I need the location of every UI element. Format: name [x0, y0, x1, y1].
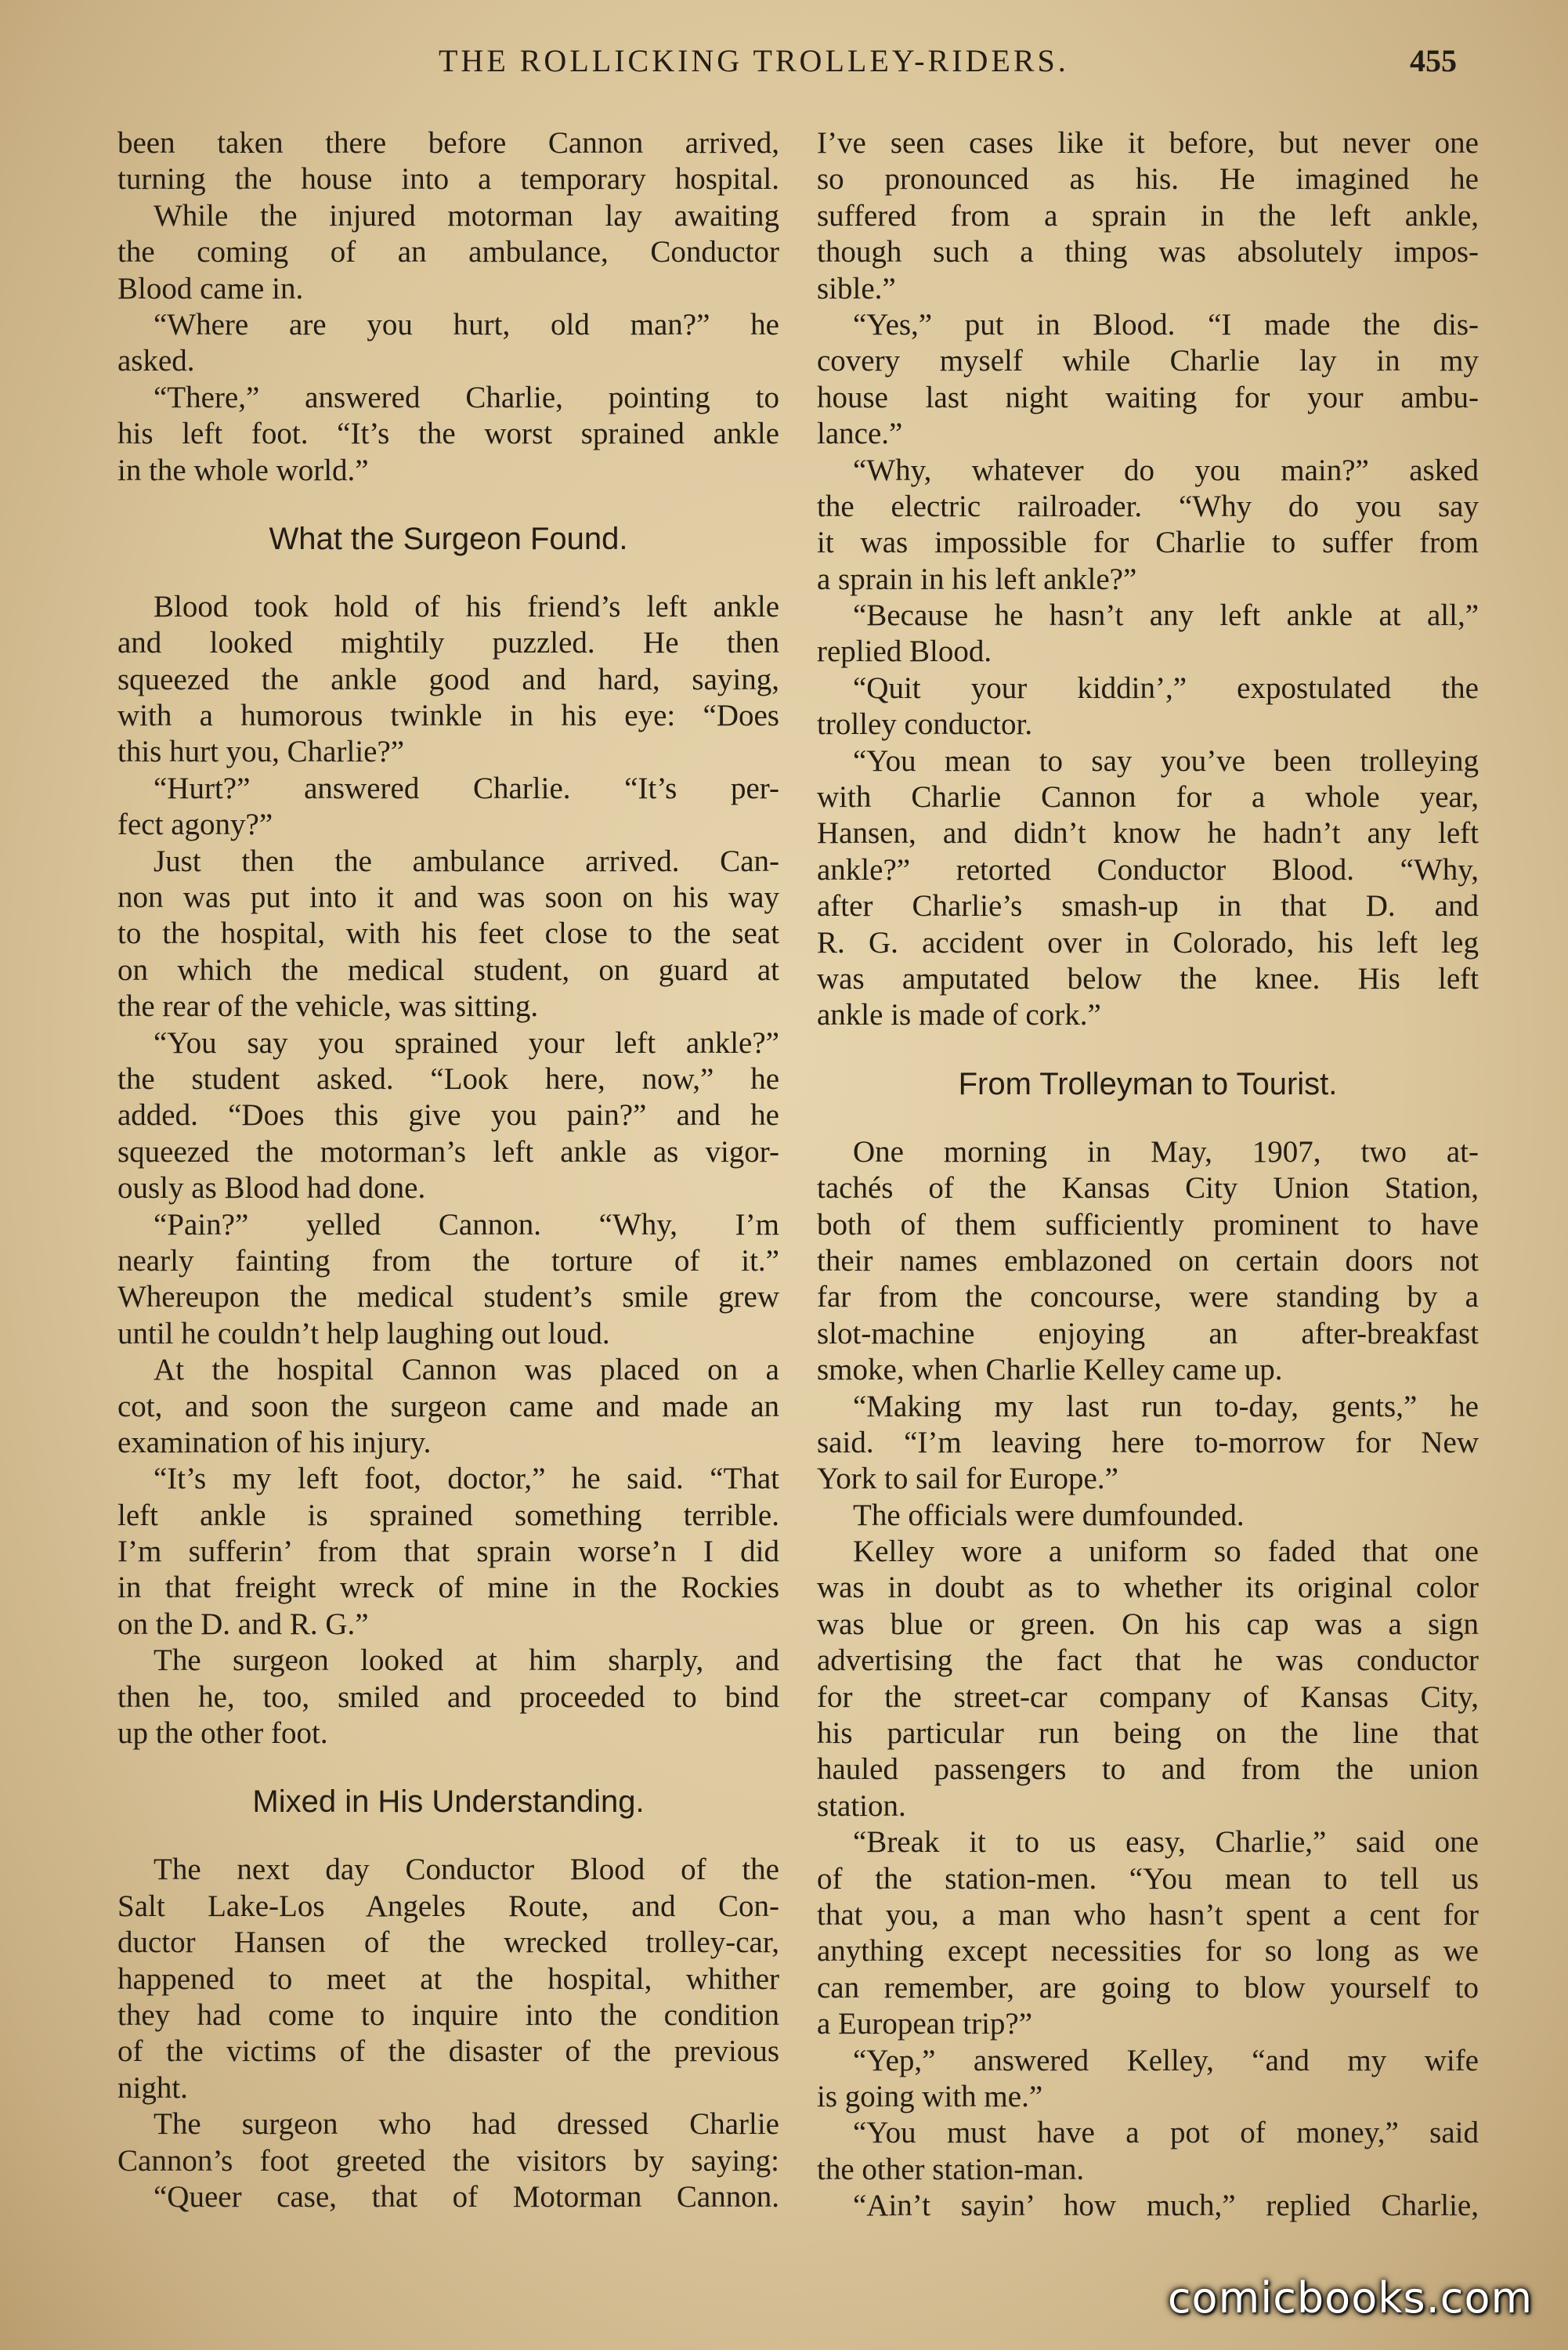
text-line: covery myself while Charlie lay in my — [817, 344, 1479, 378]
text-line: “Break it to us easy, Charlie,” said one — [853, 1825, 1479, 1860]
text-line: until he couldn’t help laughing out loud. — [117, 1316, 610, 1350]
text-line: though such a thing was absolutely impos- — [817, 235, 1479, 269]
text-line: with a humorous twinkle in his eye: “Does — [117, 699, 779, 733]
text-line: trolley conductor. — [817, 707, 1033, 742]
text-line: happened to meet at the hospital, whither — [117, 1961, 779, 1996]
text-line: turning the house into a temporary hospital. — [117, 162, 779, 197]
text-line: ankle?” retorted Conductor Blood. “Why, — [817, 852, 1479, 887]
text-line: station. — [817, 1788, 906, 1823]
text-line: The surgeon who had dressed Charlie — [154, 2107, 779, 2142]
text-line: of the station-men. “You mean to tell us — [817, 1861, 1479, 1896]
text-line: non was put into it and was soon on his way — [117, 880, 779, 915]
text-line: been taken there before Cannon arrived, — [117, 126, 779, 160]
right-text-column — [817, 125, 1479, 2224]
text-line: was blue or green. On his cap was a sign — [817, 1607, 1479, 1641]
text-line: both of them sufficiently prominent to have — [817, 1207, 1479, 1242]
text-line: and looked mightily puzzled. He then — [117, 626, 779, 660]
text-line: Just then the ambulance arrived. Can- — [154, 844, 779, 878]
text-line: “Yes,” put in Blood. “I made the dis- — [853, 307, 1479, 342]
text-line: the electric railroader. “Why do you say — [817, 489, 1479, 523]
text-line: “You say you sprained your left ankle?” — [154, 1025, 779, 1060]
text-line: “Quit your kiddin’,” expostulated the — [853, 671, 1479, 705]
text-line: Salt Lake-Los Angeles Route, and Con- — [117, 1889, 779, 1923]
text-line: One morning in May, 1907, two at- — [853, 1134, 1479, 1169]
text-line: the rear of the vehicle, was sitting. — [117, 989, 539, 1024]
text-line: “Making my last run to-day, gents,” he — [853, 1389, 1479, 1423]
text-line: R. G. accident over in Colorado, his left leg — [817, 925, 1479, 960]
text-line: the other station-man. — [817, 2152, 1085, 2186]
page-number: 455 — [1410, 43, 1457, 78]
text-line: the coming of an ambulance, Conductor — [117, 235, 779, 269]
text-line: said. “I’m leaving here to-morrow for New — [817, 1425, 1479, 1459]
section-heading: Mixed in His Understanding. — [252, 1784, 645, 1820]
text-line: so pronounced as his. He imagined he — [817, 162, 1479, 197]
text-line: advertising the fact that he was conductor — [817, 1643, 1479, 1678]
text-line: can remember, are going to blow yourself to — [817, 1970, 1479, 2005]
text-line: this hurt you, Charlie?” — [117, 735, 405, 769]
text-line: “Ain’t sayin’ how much,” replied Charlie, — [853, 2189, 1479, 2223]
text-line: smoke, when Charlie Kelley came up. — [817, 1353, 1283, 1387]
text-line: the student asked. “Look here, now,” he — [117, 1061, 779, 1096]
text-line: “Where are you hurt, old man?” he — [154, 307, 779, 342]
text-line: cot, and soon the surgeon came and made an — [117, 1389, 779, 1423]
text-line: a sprain in his left ankle?” — [817, 562, 1137, 596]
text-line: added. “Does this give you pain?” and he — [117, 1098, 779, 1133]
text-line: The next day Conductor Blood of the — [154, 1853, 779, 1887]
text-line: their names emblazoned on certain doors not — [817, 1243, 1479, 1278]
text-line: Kelley wore a uniform so faded that one — [853, 1535, 1479, 1569]
text-line: I’m sufferin’ from that sprain worse’n I did — [117, 1535, 779, 1569]
text-line: for the street-car company of Kansas City, — [817, 1679, 1479, 1714]
text-line: in the whole world.” — [117, 453, 369, 487]
text-line: York to sail for Europe.” — [817, 1462, 1118, 1496]
text-line: Blood came in. — [117, 271, 304, 306]
text-line: examination of his injury. — [117, 1425, 432, 1459]
text-line: The officials were dumfounded. — [853, 1498, 1245, 1532]
text-line: on which the medical student, on guard at — [117, 953, 779, 987]
running-title: THE ROLLICKING TROLLEY-RIDERS. — [439, 43, 1069, 78]
text-line: up the other foot. — [117, 1716, 328, 1751]
text-line: was amputated below the knee. His left — [817, 961, 1479, 996]
page-header — [0, 38, 1568, 92]
text-line: with Charlie Cannon for a whole year, — [817, 780, 1479, 815]
text-line: Cannon’s foot greeted the visitors by saying: — [117, 2143, 779, 2178]
text-line: “You mean to say you’ve been trolleying — [853, 743, 1479, 778]
text-line: “There,” answered Charlie, pointing to — [154, 380, 779, 414]
text-line: “It’s my left foot, doctor,” he said. “That — [154, 1462, 779, 1496]
text-line: that you, a man who hasn’t spent a cent for — [817, 1897, 1479, 1932]
text-line: a European trip?” — [817, 2007, 1033, 2041]
text-line: in that freight wreck of mine in the Rockies — [117, 1571, 779, 1605]
text-line: replied Blood. — [817, 634, 992, 669]
text-line: lance.” — [817, 417, 903, 451]
text-line: house last night waiting for your ambu- — [817, 380, 1479, 414]
text-line: The surgeon looked at him sharply, and — [154, 1643, 779, 1678]
text-line: anything except necessities for so long as we — [817, 1934, 1479, 1969]
text-line: squeezed the motorman’s left ankle as vigor- — [117, 1134, 779, 1169]
left-text-column — [117, 125, 779, 2215]
text-line: sible.” — [817, 271, 896, 306]
text-line: squeezed the ankle good and hard, saying, — [117, 662, 779, 696]
text-line: his left foot. “It’s the worst sprained ankle — [117, 417, 779, 451]
text-line: was in doubt as to whether its original color — [817, 1571, 1479, 1605]
text-line: nearly fainting from the torture of it.” — [117, 1243, 779, 1278]
text-line: “You must have a pot of money,” said — [853, 2116, 1479, 2150]
text-line: Hansen, and didn’t know he hadn’t any left — [817, 816, 1479, 851]
text-line: of the victims of the disaster of the previous — [117, 2034, 779, 2069]
text-line: after Charlie’s smash-up in that D. and — [817, 889, 1479, 924]
text-line: “Hurt?” answered Charlie. “It’s per- — [154, 771, 779, 805]
text-line: ductor Hansen of the wrecked trolley-car, — [117, 1925, 779, 1960]
text-line: “Why, whatever do you main?” asked — [853, 453, 1479, 487]
text-line: At the hospital Cannon was placed on a — [154, 1353, 779, 1387]
watermark: comicbooks.com — [1167, 2273, 1534, 2323]
text-line: his particular run being on the line that — [817, 1716, 1479, 1751]
text-line: on the D. and R. G.” — [117, 1607, 369, 1641]
text-line: tachés of the Kansas City Union Station, — [817, 1171, 1479, 1206]
section-heading: What the Surgeon Found. — [269, 521, 628, 556]
text-line: they had come to inquire into the condition — [117, 1998, 779, 2032]
text-line: “Pain?” yelled Cannon. “Why, I’m — [154, 1207, 779, 1242]
text-line: fect agony?” — [117, 808, 273, 842]
text-line: “Because he hasn’t any left ankle at all,” — [853, 598, 1479, 633]
text-line: Blood took hold of his friend’s left ankle — [154, 589, 779, 624]
section-heading: From Trolleyman to Tourist. — [958, 1066, 1338, 1101]
text-line: While the injured motorman lay awaiting — [154, 198, 779, 233]
text-line: it was impossible for Charlie to suffer from — [817, 526, 1479, 560]
text-line: left ankle is sprained something terrible. — [117, 1498, 779, 1532]
text-line: suffered from a sprain in the left ankle, — [817, 198, 1479, 233]
text-line: Whereupon the medical student’s smile grew — [117, 1280, 779, 1314]
text-line: “Yep,” answered Kelley, “and my wife — [853, 2043, 1479, 2077]
text-line: asked. — [117, 344, 195, 378]
text-line: then he, too, smiled and proceeded to bind — [117, 1679, 779, 1714]
text-line: far from the concourse, were standing by a — [817, 1280, 1479, 1314]
text-line: ankle is made of cork.” — [817, 998, 1101, 1032]
text-line: I’ve seen cases like it before, but never one — [817, 126, 1479, 160]
text-line: ously as Blood had done. — [117, 1171, 426, 1206]
text-line: “Queer case, that of Motorman Cannon. — [154, 2179, 779, 2214]
text-line: hauled passengers to and from the union — [817, 1752, 1479, 1787]
text-line: night. — [117, 2070, 188, 2105]
text-line: to the hospital, with his feet close to the seat — [117, 916, 779, 951]
text-line: is going with me.” — [817, 2079, 1043, 2113]
text-line: slot-machine enjoying an after-breakfast — [817, 1316, 1479, 1350]
